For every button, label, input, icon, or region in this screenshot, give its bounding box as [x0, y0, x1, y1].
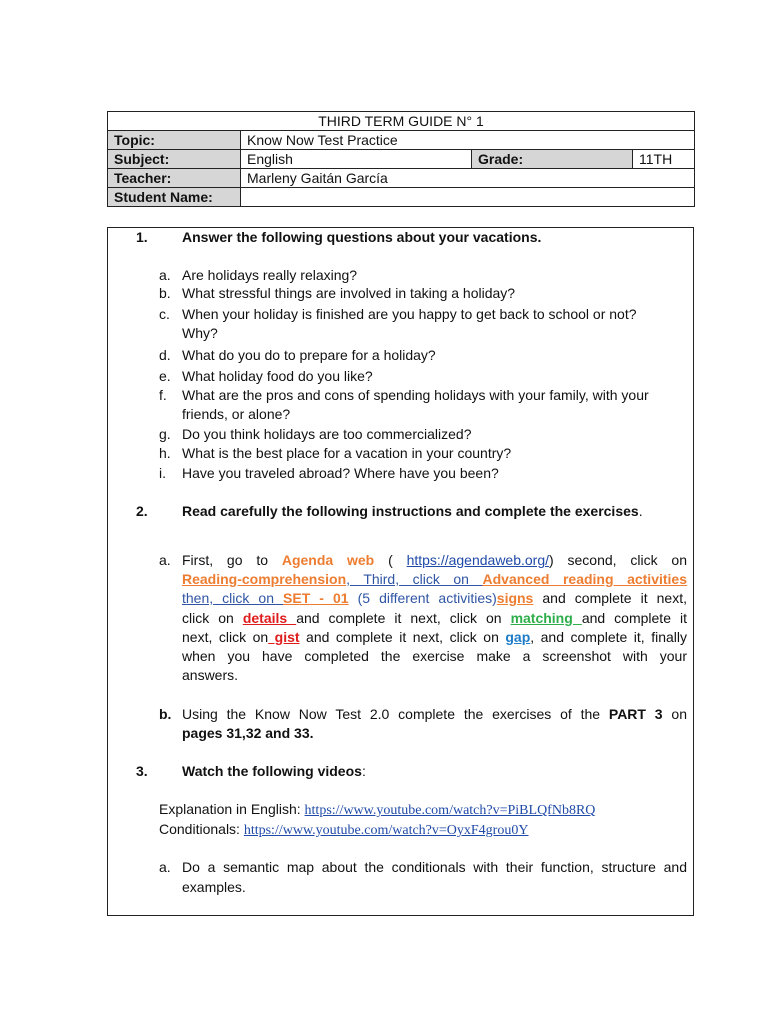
- instruction-marker: a.: [159, 552, 171, 568]
- part-3-label: PART 3: [608, 706, 663, 722]
- question-marker: i.: [159, 465, 166, 481]
- pages-label: pages 31,32 and 33.: [182, 725, 314, 741]
- text-run: , Third, click on: [346, 571, 483, 587]
- text-run: next, click on: [182, 629, 269, 645]
- instruction-a-text6: when you have completed the exercise make a screenshot with your: [182, 648, 687, 664]
- topic-label: Topic:: [108, 131, 241, 150]
- text-run: Using the Know Now Test 2.0 complete the exercises of the: [182, 706, 609, 722]
- question-marker: g.: [159, 426, 171, 442]
- question-marker: d.: [159, 347, 171, 363]
- question-text: Do you think holidays are too commercialized?: [182, 426, 472, 442]
- text-run: on: [662, 706, 688, 722]
- instruction-a-text2: [182, 570, 687, 589]
- question-text: What is the best place for a vacation in your country?: [182, 445, 512, 461]
- section3-heading-wrap: [182, 762, 366, 781]
- question-text: Have you traveled abroad? Where have you been?: [182, 465, 499, 481]
- question-text: Why?: [182, 325, 218, 341]
- gap-link[interactable]: gap: [505, 629, 531, 645]
- question-marker: e.: [159, 368, 171, 384]
- instruction-a-text5: [182, 628, 687, 647]
- conditionals-label: Conditionals:: [159, 821, 244, 837]
- topic-value: Know Now Test Practice: [241, 131, 695, 150]
- question-text: What do you do to prepare for a holiday?: [182, 347, 436, 363]
- question-marker: h.: [159, 445, 171, 461]
- instruction-a-text1: [182, 551, 687, 570]
- reading-comprehension-link[interactable]: Reading-comprehension: [182, 571, 347, 587]
- teacher-value: Marleny Gaitán García: [241, 169, 695, 188]
- semantic-map-text1: Do a semantic map about the conditionals with their function, structure and: [182, 859, 687, 875]
- teacher-label: Teacher:: [108, 169, 241, 188]
- instruction-marker: b.: [159, 706, 172, 722]
- question-marker: c.: [159, 306, 170, 322]
- matching-link[interactable]: matching: [510, 610, 582, 626]
- question-text: What stressful things are involved in taking a holiday?: [182, 285, 516, 301]
- question-text: friends, or alone?: [182, 406, 291, 422]
- section2-number: 2.: [136, 503, 148, 519]
- activities-box: [107, 227, 694, 916]
- section3-heading-colon: :: [361, 763, 366, 779]
- details-link[interactable]: details: [242, 610, 297, 626]
- text-run: and complete it next, click on: [299, 629, 506, 645]
- conditionals-wrap: [159, 820, 528, 840]
- gist-link[interactable]: gist: [268, 629, 300, 645]
- instruction-a-text7: answers.: [182, 667, 239, 683]
- subject-label: Subject:: [108, 150, 241, 169]
- explanation-video-link[interactable]: https://www.youtube.com/watch?v=PiBLQfNb8RQ: [304, 803, 596, 818]
- section2-heading-wrap: [182, 502, 643, 521]
- grade-label: Grade:: [472, 150, 633, 169]
- set-01-link[interactable]: SET - 01: [283, 590, 349, 606]
- text-run: and complete it next, click on: [296, 610, 511, 626]
- advanced-reading-link[interactable]: Advanced reading activities: [482, 571, 687, 587]
- section3-number: 3.: [136, 763, 148, 779]
- section1-heading: Answer the following questions about your vacations.: [182, 229, 542, 245]
- explanation-wrap: [159, 800, 595, 820]
- section2-heading-period: .: [638, 503, 643, 519]
- instruction-a-text4: [182, 609, 687, 628]
- instruction-a-text3: [182, 589, 687, 608]
- text-run: click on: [182, 610, 243, 626]
- text-run: (: [374, 552, 407, 568]
- explanation-label: Explanation in English:: [159, 801, 305, 817]
- section2-heading: Read carefully the following instructions and complete the exercises: [182, 503, 639, 519]
- section3-heading: Watch the following videos: [182, 763, 362, 779]
- conditionals-video-link[interactable]: https://www.youtube.com/watch?v=OyxF4grou0Y: [243, 823, 529, 838]
- guide-title: THIRD TERM GUIDE N° 1: [108, 112, 695, 131]
- semantic-map-text2: examples.: [182, 879, 246, 895]
- text-run: First, go to: [182, 552, 282, 568]
- question-text: When your holiday is finished are you happy to get back to school or not?: [182, 306, 637, 322]
- signs-link[interactable]: signs: [496, 590, 534, 606]
- subject-value: English: [241, 150, 472, 169]
- question-text: Are holidays really relaxing?: [182, 267, 358, 283]
- question-text: What are the pros and cons of spending holidays with your family, with your: [182, 387, 649, 403]
- question-marker: f.: [159, 387, 167, 403]
- text-run: (5 different activities): [348, 590, 497, 606]
- instruction-b-text1: [182, 705, 687, 724]
- text-run: and complete it: [581, 610, 687, 626]
- guide-header-table: [107, 111, 695, 207]
- agenda-web-label: Agenda web: [281, 552, 375, 568]
- question-text: What holiday food do you like?: [182, 368, 373, 384]
- text-run: then, click on: [182, 590, 284, 606]
- section1-number: 1.: [136, 229, 148, 245]
- text-run: and complete it next,: [533, 590, 687, 606]
- question-marker: b.: [159, 285, 171, 301]
- semantic-map-marker: a.: [159, 859, 171, 875]
- student-name-field[interactable]: [241, 188, 695, 207]
- student-name-label: Student Name:: [108, 188, 241, 207]
- text-run: , and complete it, finally: [530, 629, 687, 645]
- text-run: ) second, click on: [549, 552, 687, 568]
- agendaweb-link[interactable]: https://agendaweb.org/: [406, 552, 550, 568]
- question-marker: a.: [159, 267, 171, 283]
- grade-value: 11TH: [633, 150, 695, 169]
